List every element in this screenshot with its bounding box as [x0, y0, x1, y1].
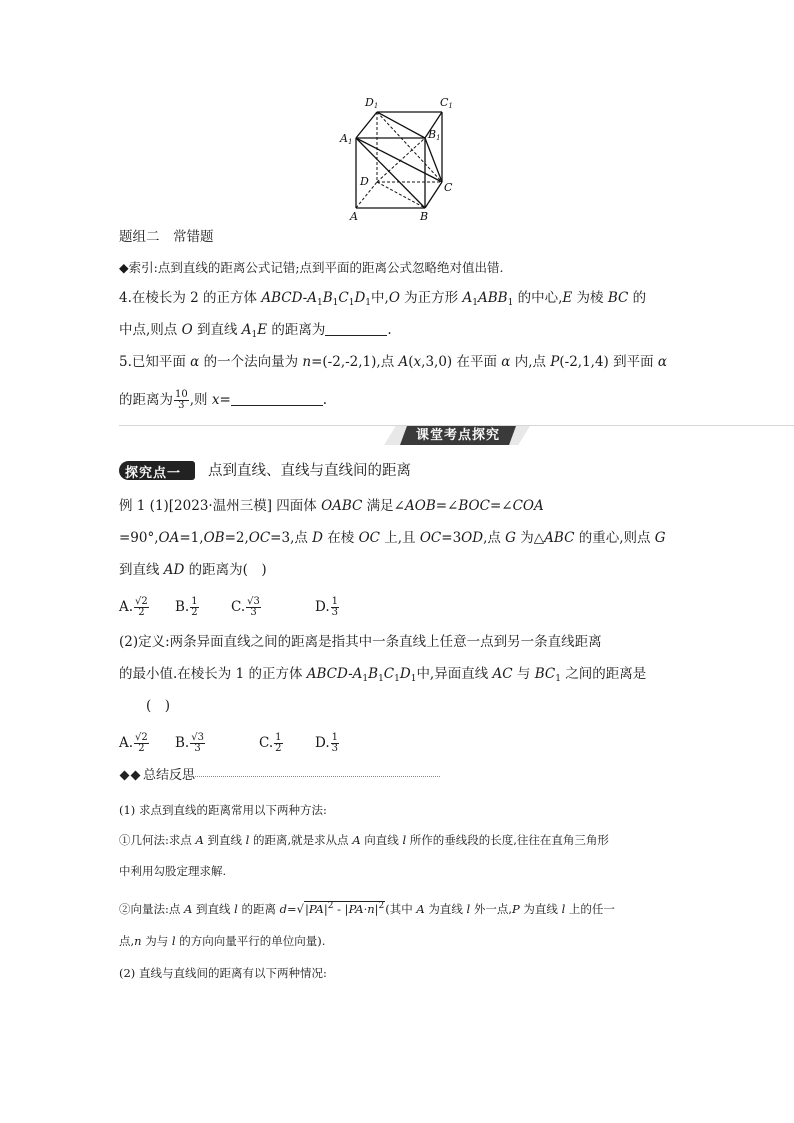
ex1-2-line1: (2)定义:两条异面直线之间的距离是指其中一条直线上任意一点到另一条直线距离 [119, 634, 602, 650]
q5-line2: 的距离为 $\frac{10}{3}$ ,则 x= . [119, 389, 328, 411]
ex1-option-b[interactable]: B. $\frac{1}{2}$ [175, 596, 198, 618]
ex1-option-c[interactable]: C. $\frac{√3}{3}$ [231, 596, 260, 618]
ex1-line2: =90°,OA=1,OB=2,OC=3,点 D 在棱 OC 上,且 OC=3OD,点 G 为△ABC 的重心,则点 G [119, 530, 666, 546]
label-b: B [420, 210, 429, 223]
q4-answer-blank[interactable] [325, 323, 387, 336]
ex1-option-d[interactable]: D. $\frac{1}{3}$ [315, 596, 339, 618]
ex1-2-option-d[interactable]: D. $\frac{1}{3}$ [315, 732, 339, 754]
q4-line2: 中点,则点 O 到直线 $A_1E$ 的距离为 . [119, 322, 392, 340]
group2-title: 题组二 常错题 [119, 229, 214, 245]
label-b1: B1 [428, 128, 441, 142]
ex1-2-option-a[interactable]: A. $\frac{√2}{2}$ [119, 732, 148, 754]
ex1-2-line3: ( ) [146, 698, 171, 714]
ex1-option-a[interactable]: A. $\frac{√2}{2}$ [119, 596, 148, 618]
label-a: A [350, 210, 358, 223]
q5-fraction: $\frac{10}{3}$ [175, 389, 188, 411]
point1-title: 点到直线、直线与直线间的距离 [208, 463, 411, 479]
label-c1: C1 [440, 96, 453, 110]
q5-answer-blank[interactable] [231, 393, 323, 406]
group2-index: ◆索引:点到直线的距离公式记错;点到平面的距离公式忽略绝对值出错. [119, 260, 504, 275]
point1-badge: 探究点一 [119, 461, 195, 480]
summary-s4: ②向量法:点 A 到直线 l 的距离 $d=√|PA|^2 - |PA\cdot n|^2$(其中 A 为直线 l 外一点,P 为直线 l 上的任一 [119, 901, 615, 916]
summary-s6: (2) 直线与直线间的距离有以下两种情况: [119, 966, 327, 980]
ex1-line1: 例 1 (1)[2023·温州三模] 四面体 OABC 满足∠AOB=∠BOC=∠COA [119, 498, 544, 514]
label-d: D [360, 175, 369, 188]
diamond-icon [131, 771, 141, 781]
summary-s5: 点,n 为与 l 的方向向量平行的单位向量). [119, 934, 326, 948]
distance-formula: $√|PA|^2 - |PA\cdot n|^2$ [296, 901, 385, 916]
q4-line1: 4.在棱长为 2 的正方体 ABCD-$A_1B_1C_1D_1$中,O 为正方形 $A_1ABB_1$ 的中心,E 为棱 BC 的 [119, 290, 647, 308]
q5-line1: 5.已知平面 α 的一个法向量为 n=(-2,-2,1),点 A(x,3,0) 在平面 α 内,点 P(-2,1,4) 到平面 α [119, 354, 668, 370]
summary-title: 总结反思 [121, 766, 195, 786]
cube-figure [330, 90, 460, 225]
label-d1: D1 [365, 96, 379, 110]
summary-divider [190, 776, 440, 777]
ex1-line3: 到直线 AD 的距离为( ) [119, 562, 267, 578]
label-a1: A1 [340, 132, 353, 146]
summary-s3: 中利用勾股定理求解. [119, 864, 227, 878]
ex1-2-option-c[interactable]: C. $\frac{1}{2}$ [259, 732, 282, 754]
ex1-2-line2: 的最小值.在棱长为 1 的正方体 ABCD-$A_1B_1C_1D_1$中,异面直线 AC 与 $BC_1$ 之间的距离是 [119, 666, 647, 684]
summary-s2: ①几何法:求点 A 到直线 l 的距离,就是求从点 A 向直线 l 所作的垂线段的长度,往往在直角三角形 [119, 833, 609, 847]
ex1-2-option-b[interactable]: B. $\frac{√3}{3}$ [175, 732, 204, 754]
summary-s1: (1) 求点到直线的距离常用以下两种方法: [119, 803, 327, 817]
diamond-icon [120, 771, 130, 781]
section-banner: 课堂考点探究 [415, 428, 500, 443]
label-c: C [444, 181, 453, 194]
